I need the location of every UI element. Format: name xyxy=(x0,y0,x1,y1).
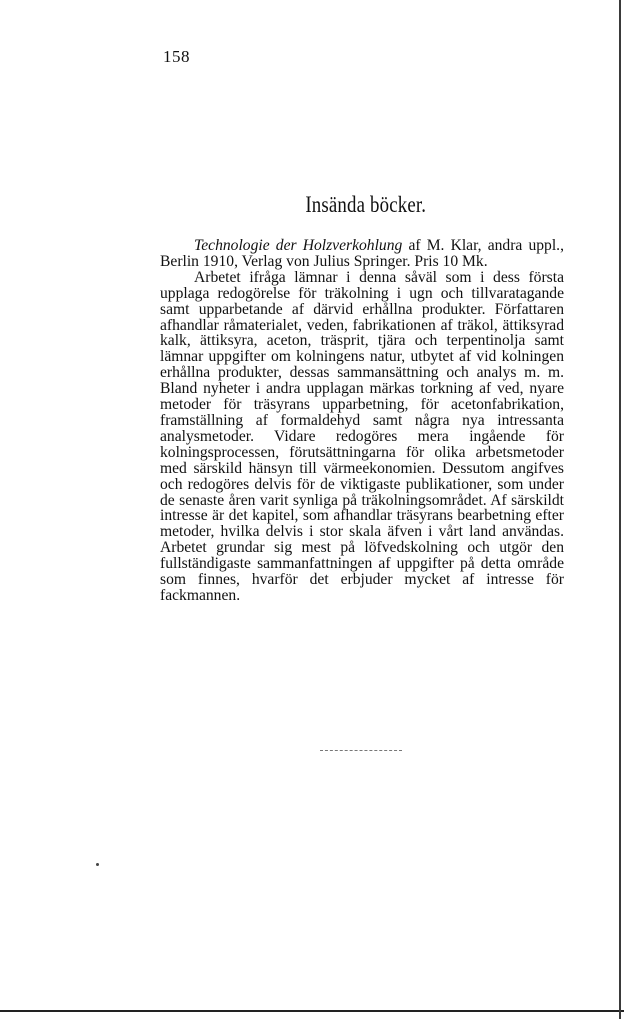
section-heading: Insända böcker. xyxy=(305,192,427,217)
right-edge-shadow xyxy=(619,0,621,1019)
print-speck xyxy=(96,863,99,866)
section-divider xyxy=(320,750,402,751)
book-citation xyxy=(160,238,564,270)
bottom-edge-rule xyxy=(0,1010,624,1012)
citation-details: af M. Klar, andra uppl., Berlin 1910, Verlag von Julius Springer. Pris 10 Mk. xyxy=(160,237,564,270)
page-number: 158 xyxy=(163,47,190,66)
review-paragraph: Arbetet ifråga lämnar i denna såväl som i dess första upplaga redogörelse för träkolning i ugn och tillvaratagande samt upparbetande af därvid erhållna produkter. Författaren afhandlar råmaterialet, veden, fabrikationen af träkol, ättiksyrad kalk, ättiksyra, aceton, träsprit, tjära och terpentinolja samt lämnar uppgifter om kolningens natur, utbytet af vid kolningen erhållna produkter, dessas sammansättning och analys m. m. Bland nyheter i andra upplagan märkas torkning af ved, nyare metoder för träsyrans upparbetning, för acetonfabrikation, framställning af formaldehyd samt några nya intressanta analysmetoder. Vidare redogöres mera ingående för kolningsprocessen, förutsättningarna för olika arbetsmetoder med särskild hänsyn till värmeekonomien. Dessutom angifves och redogöres delvis för de viktigaste publikationer, som under de senaste åren varit synliga på träkolningsområdet. Af särskildt intresse är det kapitel, som afhandlar träsyrans bearbetning efter metoder, hvilka delvis i stor skala äfven i vårt land användas. Arbetet grundar sig mest på löfvedskolning och utgör den fullständigaste sammanfattningen af uppgifter på detta område som finnes, hvarför det erbjuder mycket af intresse för fackmannen. xyxy=(160,268,564,604)
book-title: Technologie der Holzverkohlung xyxy=(194,237,403,254)
review-entry xyxy=(160,238,564,604)
